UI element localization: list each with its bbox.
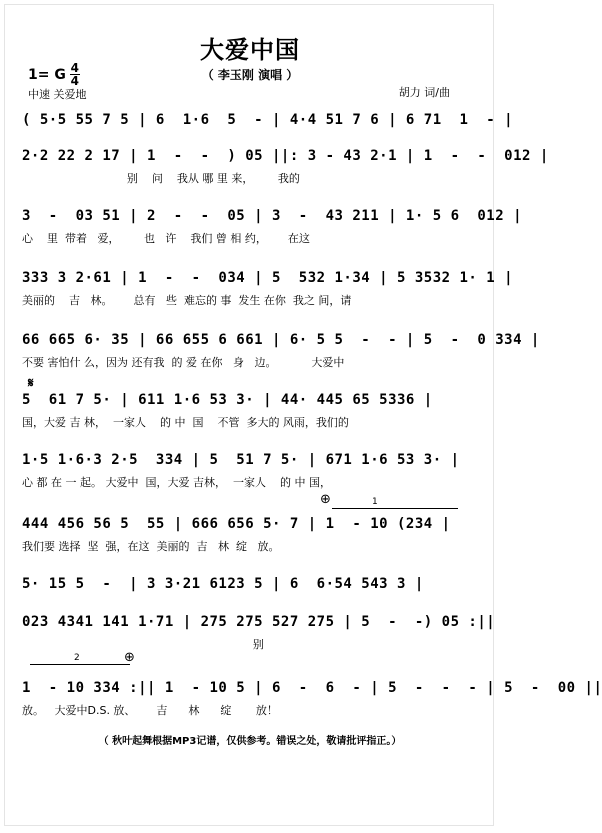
lyrics-line: 别 bbox=[22, 638, 264, 651]
notes-line: 5 61 7 5· | 611 1·6 53 3· | 44· 445 65 5336 | bbox=[22, 392, 433, 408]
notes-line: 023 4341 141 1·71 | 275 275 527 275 | 5 - -) 05 :|| bbox=[22, 614, 496, 630]
performer-line: （ 李玉刚 演唱 ） bbox=[201, 68, 299, 82]
lyrics-line bbox=[22, 598, 462, 614]
notation-row bbox=[22, 452, 462, 490]
time-signature bbox=[70, 62, 80, 87]
notes-line: 3 - 03 51 | 2 - - 05 | 3 - 43 211 | 1· 5 6 012 | bbox=[22, 208, 523, 224]
notation-row bbox=[22, 392, 462, 430]
notes-line: 444 456 56 5 55 | 666 656 5· 7 | 1 - 10 (234 | bbox=[22, 516, 451, 532]
notes-line: ( 5·5 55 7 5 | 6 1·6 5 - | 4·4 51 7 6 | 6 71 1 - | bbox=[22, 112, 514, 128]
key-text: 1= G bbox=[28, 66, 66, 83]
volta-bracket-2 bbox=[30, 653, 130, 673]
notation-row bbox=[22, 576, 462, 614]
coda-sign-2: ⊕ bbox=[124, 650, 135, 665]
volta-number: 2 bbox=[74, 653, 80, 663]
tempo-marking: 中速 关爱地 bbox=[28, 88, 87, 101]
lyrics-line: 我们要 选择 坚 强，在这 美丽的 吉 林 绽 放。 bbox=[22, 540, 280, 553]
notes-line: 1 - 10 334 :|| 1 - 10 5 | 6 - 6 - | 5 - - - | 5 - 00 || bbox=[22, 680, 602, 696]
key-signature bbox=[28, 62, 80, 87]
notation-row bbox=[22, 112, 514, 150]
time-bottom: 4 bbox=[70, 74, 80, 88]
lyrics-line: 别 问 我从 哪 里 来， 我的 bbox=[22, 172, 300, 185]
lyrics-line: 心 都 在 一 起。 大爱中 国，大爱 吉林， 一家人 的 中 国， bbox=[22, 476, 331, 489]
footnote: （ 秋叶起舞根据MP3记谱，仅供参考。错误之处，敬请批评指正。） bbox=[98, 736, 402, 747]
lyrics-line: 美丽的 吉 林。 总有 些 难忘的 事 发生 在你 我之 间，请 bbox=[22, 294, 352, 307]
notation-row bbox=[22, 148, 549, 186]
notation-row bbox=[22, 614, 496, 652]
lyrics-line: 心 里 带着 爱， 也 许 我们 曾 相 约， 在这 bbox=[22, 232, 310, 245]
notation-row bbox=[22, 208, 523, 246]
notation-row bbox=[22, 680, 602, 718]
lyrics-line: 国，大爱 吉 林， 一家人 的 中 国 不管 多大的 风雨，我们的 bbox=[22, 416, 349, 429]
lyricist-composer: 胡力 词/曲 bbox=[398, 86, 450, 99]
notation-row bbox=[22, 332, 540, 370]
song-title: 大爱中国 bbox=[200, 36, 300, 64]
lyrics-line: 放。 大爱中D.S. 放、 吉 林 绽 放！ bbox=[22, 704, 278, 717]
notes-line: 1·5 1·6·3 2·5 334 | 5 51 7 5· | 671 1·6 53 3· | bbox=[22, 452, 460, 468]
notes-line: 66 665 6· 35 | 66 655 6 661 | 6· 5 5 - - | 5 - 0 334 | bbox=[22, 332, 540, 348]
segno-sign: 𝄋 bbox=[28, 376, 34, 391]
notes-line: 333 3 2·61 | 1 - - 034 | 5 532 1·34 | 5 3532 1· 1 | bbox=[22, 270, 514, 286]
notation-row bbox=[22, 516, 462, 554]
lyrics-line: 不要 害怕什 么，因为 还有我 的 爱 在你 身 边。 大爱中 bbox=[22, 356, 345, 369]
notes-line: 5· 15 5 - | 3 3·21 6123 5 | 6 6·54 543 3 | bbox=[22, 576, 424, 592]
notes-line: 2·2 22 2 17 | 1 - - ) 05 ||: 3 - 43 2·1 | 1 - - 012 | bbox=[22, 148, 549, 164]
volta-number: 1 bbox=[372, 497, 378, 507]
time-top: 4 bbox=[70, 61, 80, 75]
coda-sign: ⊕ bbox=[320, 492, 331, 507]
notation-row bbox=[22, 270, 514, 308]
